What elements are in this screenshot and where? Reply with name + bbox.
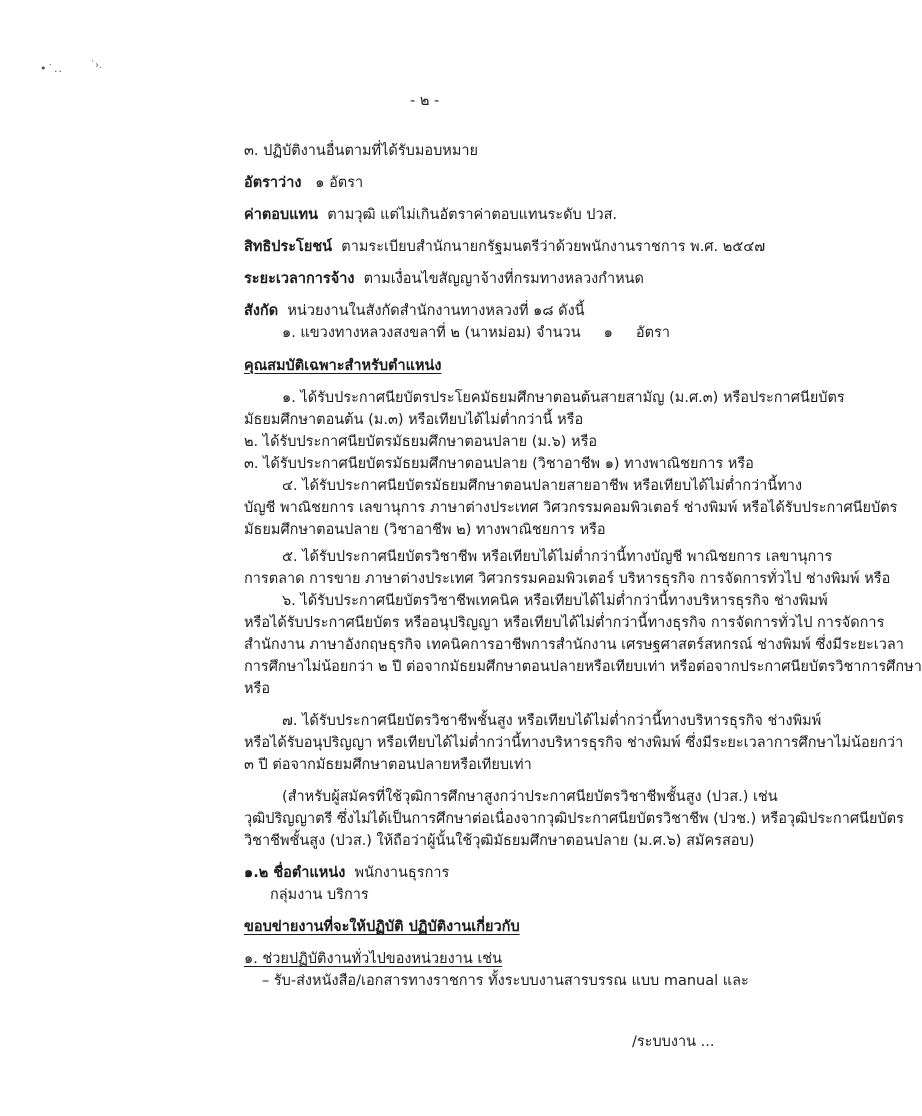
scope-bullet-1: – รับ-ส่งหนังสือ/เอกสารทางราชการ ทั้งระบบงานสารบรรณ แบบ manual และ: [262, 973, 749, 989]
benefits-label: สิทธิประโยชน์: [244, 239, 333, 255]
qualification-line: ๕. ได้รับประกาศนียบัตรวิชาชีพ หรือเทียบได้ไม่ต่ำกว่านี้ทางบัญชี พาณิชยการ เลขานุการ: [282, 549, 833, 565]
qualification-line: สำนักงาน ภาษาอังกฤษธุรกิจ เทคนิคการอาชีพการสำนักงาน เศรษฐศาสตร์สหกรณ์ ช่างพิมพ์ ซึ่งมีระยะเวลา: [244, 637, 904, 653]
qualification-line: บัญชี พาณิชยการ เลขานุการ ภาษาต่างประเทศ วิศวกรรมคอมพิวเตอร์ ช่างพิมพ์ หรือได้รับประกาศนียบัตร: [244, 500, 898, 516]
scope-heading: ขอบข่ายงานที่จะให้ปฏิบัติ ปฏิบัติงานเกี่ยวกับ: [244, 919, 520, 935]
qualification-line: ๔. ได้รับประกาศนียบัตรมัธยมศึกษาตอนปลายสายอาชีพ หรือเทียบได้ไม่ต่ำกว่านี้ทาง: [282, 478, 803, 494]
compensation-label: ค่าตอบแทน: [244, 207, 318, 223]
qualification-line: มัธยมศึกษาตอนปลาย (วิชาอาชีพ ๒) ทางพาณิชยการ หรือ: [244, 522, 606, 538]
affiliation-label: สังกัด: [244, 303, 279, 319]
qualification-note-line: วุฒิปริญญาตรี ซึ่งไม่ได้เป็นการศึกษาต่อเนื่องจากวุฒิประกาศนียบัตรวิชาชีพ (ปวช.) หรือวุฒิประกาศนียบัตร: [244, 811, 904, 827]
qualification-note-line: (สำหรับผู้สมัครที่ใช้วุฒิการศึกษาสูงกว่าประกาศนียบัตรวิชาชีพชั้นสูง (ปวส.) เช่น: [282, 789, 778, 805]
affiliation-count-line: [536, 324, 670, 342]
vacancy-label: อัตราว่าง: [244, 175, 302, 191]
position-1-2-group: กลุ่มงาน บริการ: [270, 887, 369, 903]
qualification-line: มัธยมศึกษาตอนต้น (ม.๓) หรือเทียบได้ไม่ต่ำกว่านี้ หรือ: [244, 412, 584, 428]
employment-period-line: [244, 270, 644, 288]
vacancy-line: [244, 174, 363, 192]
affiliation-unit: ๑. แขวงทางหลวงสงขลาที่ ๒ (นาหม่อม): [282, 325, 532, 341]
position-1-2-line: [244, 864, 449, 882]
qualifications-heading: คุณสมบัติเฉพาะสำหรับตำแหน่ง: [244, 358, 442, 374]
vacancy-value: ๑ อัตรา: [315, 175, 364, 191]
benefits-line: [244, 238, 765, 256]
employment-period-value: ตามเงื่อนไขสัญญาจ้างที่กรมทางหลวงกำหนด: [363, 271, 644, 287]
scope-item-1: ๑. ช่วยปฏิบัติงานทั่วไปของหน่วยงาน เช่น: [244, 951, 503, 967]
continuation-marker: /ระบบงาน ...: [632, 1034, 715, 1050]
position-1-2-title: พนักงานธุรการ: [354, 865, 450, 881]
affiliation-value: หน่วยงานในสังกัดสำนักงานทางหลวงที่ ๑๘ ดังนี้: [287, 303, 585, 319]
qualification-line: การศึกษาไม่น้อยกว่า ๒ ปี ต่อจากมัธยมศึกษาตอนปลายหรือเทียบเท่า หรือต่อจากประกาศนียบัตรวิชาการศึกษา: [244, 659, 922, 675]
qualification-line: ๑. ได้รับประกาศนียบัตรประโยคมัธยมศึกษาตอนต้นสายสามัญ (ม.ศ.๓) หรือประกาศนียบัตร: [282, 390, 845, 406]
position-1-2-label: ๑.๒ ชื่อตำแหน่ง: [244, 865, 346, 881]
qualification-line: หรือได้รับอนุปริญญา หรือเทียบได้ไม่ต่ำกว่านี้ทางบริหารธุรกิจ ช่างพิมพ์ ซึ่งมีระยะเวลาการศึกษาไม่น้อยกว่า: [244, 735, 904, 751]
qualification-line: ๗. ได้รับประกาศนียบัตรวิชาชีพชั้นสูง หรือเทียบได้ไม่ต่ำกว่านี้ทางบริหารธุรกิจ ช่างพิมพ์: [282, 713, 822, 729]
affiliation-count-label: จำนวน: [536, 325, 581, 341]
duty-3: ๓. ปฏิบัติงานอื่นตามที่ได้รับมอบหมาย: [244, 143, 479, 159]
qualification-line: หรือได้รับประกาศนียบัตร หรืออนุปริญญา หรือเทียบได้ไม่ต่ำกว่านี้ทางธุรกิจ การจัดการทั่วไป การจัดการ: [244, 615, 885, 631]
page-number: - ๒ -: [410, 93, 440, 109]
scan-specks: •˙..: [40, 62, 63, 75]
qualification-note-line: วิชาชีพชั้นสูง (ปวส.) ให้ถือว่าผู้นั้นใช้วุฒิมัธยมศึกษาตอนปลาย (ม.ศ.๖) สมัครสอบ): [244, 833, 755, 849]
affiliation-count-unit: อัตรา: [635, 325, 670, 341]
employment-period-label: ระยะเวลาการจ้าง: [244, 271, 355, 287]
qualification-line: การตลาด การขาย ภาษาต่างประเทศ วิศวกรรมคอมพิวเตอร์ บริหารธุรกิจ การจัดการทั่วไป ช่างพิมพ์ หรือ: [244, 571, 891, 587]
qualification-line: ๒. ได้รับประกาศนียบัตรมัธยมศึกษาตอนปลาย (ม.๖) หรือ: [244, 434, 598, 450]
compensation-value: ตามวุฒิ แต่ไม่เกินอัตราค่าตอบแทนระดับ ปวส.: [327, 207, 618, 223]
qualification-line: หรือ: [244, 681, 271, 697]
scan-specks-2: ˙›.: [90, 60, 103, 71]
affiliation-line: [244, 302, 585, 320]
qualification-line: ๓. ได้รับประกาศนียบัตรมัธยมศึกษาตอนปลาย (วิชาอาชีพ ๑) ทางพาณิชยการ หรือ: [244, 456, 754, 472]
affiliation-count: ๑: [603, 325, 613, 341]
benefits-value: ตามระเบียบสำนักนายกรัฐมนตรีว่าด้วยพนักงานราชการ พ.ศ. ๒๕๔๗: [341, 239, 766, 255]
qualification-line: ๓ ปี ต่อจากมัธยมศึกษาตอนปลายหรือเทียบเท่า: [244, 757, 532, 773]
compensation-line: [244, 206, 617, 224]
qualification-line: ๖. ได้รับประกาศนียบัตรวิชาชีพเทคนิค หรือเทียบได้ไม่ต่ำกว่านี้ทางบริหารธุรกิจ ช่างพิมพ์: [282, 593, 828, 609]
